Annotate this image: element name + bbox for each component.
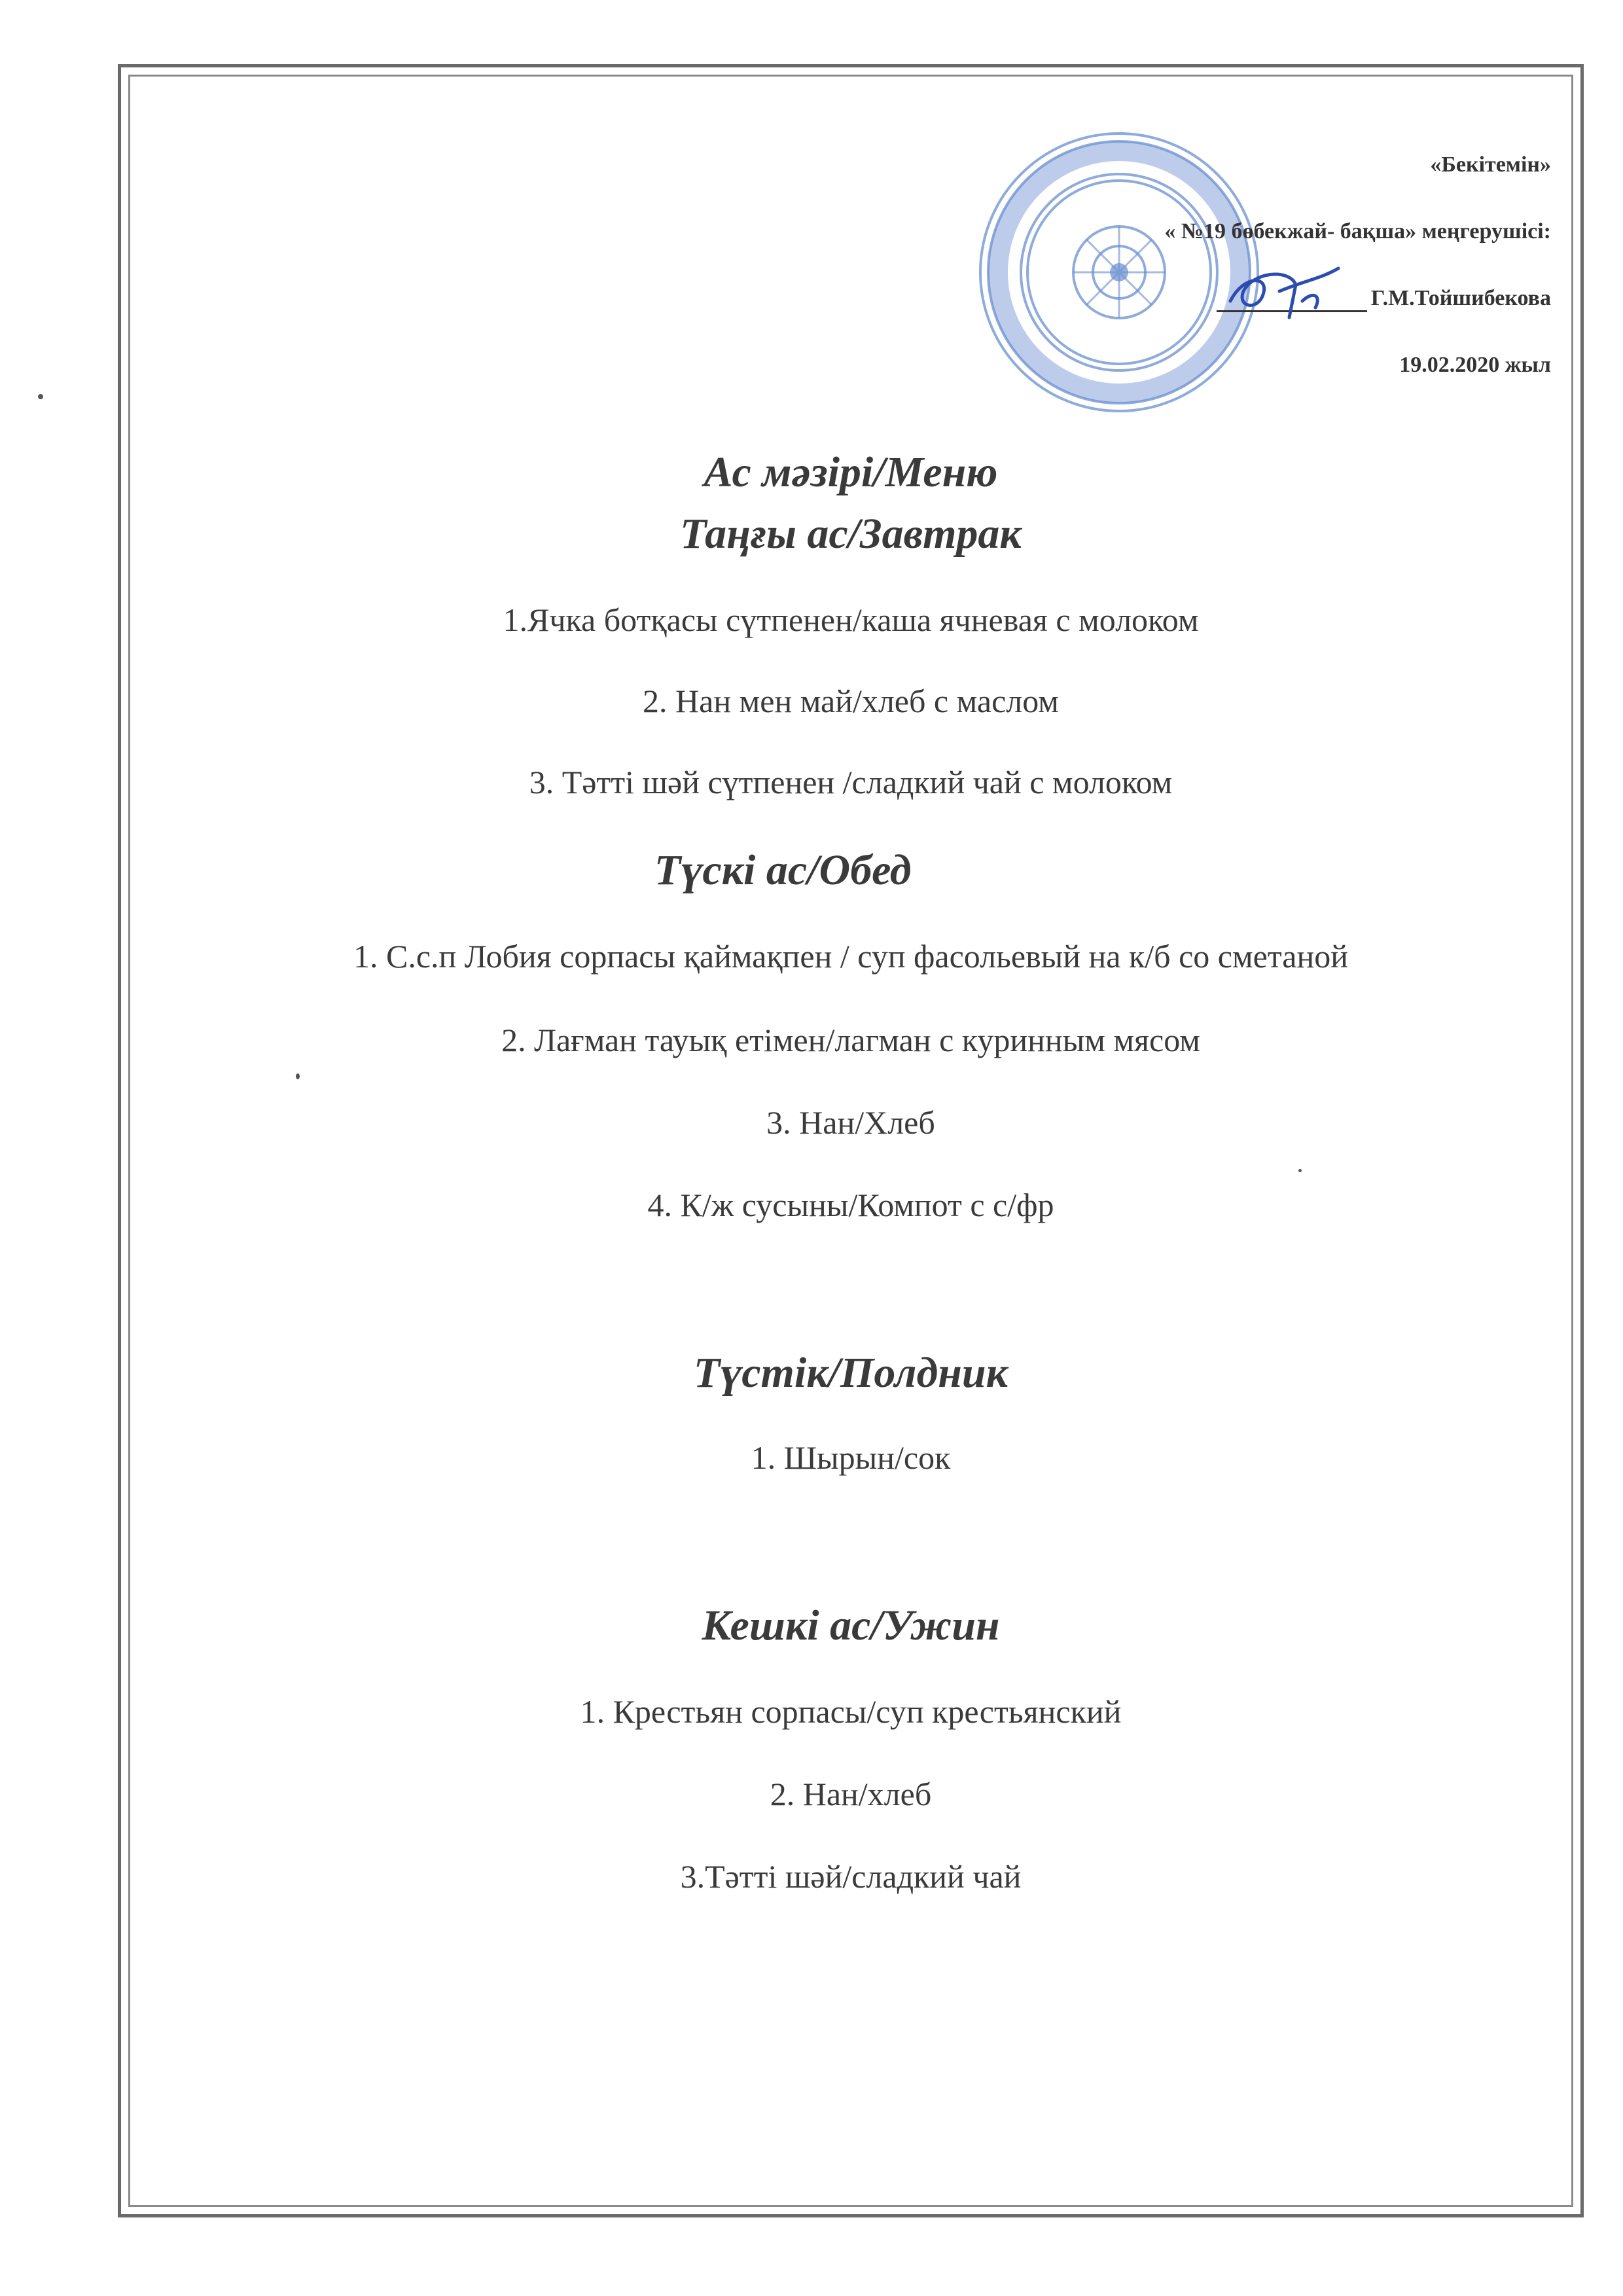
breakfast-heading: Таңғы ас/Завтрак xyxy=(680,510,1022,558)
scan-speck xyxy=(38,394,43,399)
breakfast-item: 2. Нан мен май/хлеб с маслом xyxy=(643,683,1059,719)
menu-title: Ас мәзірі/Меню xyxy=(704,448,998,496)
dinner-item: 2. Нан/хлеб xyxy=(770,1776,932,1812)
lunch-item: 1. С.с.п Лобия сорпасы қаймақпен / суп фасольевый на к/б со сметаной xyxy=(353,938,1348,975)
dinner-item: 1. Крестьян сорпасы/суп крестьянский xyxy=(580,1693,1122,1730)
scan-speck xyxy=(1298,1169,1302,1172)
snack-item: 1. Шырын/сок xyxy=(751,1439,951,1476)
approval-institution: « №19 бөбекжай- бақша» меңгерушісі: xyxy=(1164,219,1551,243)
breakfast-item: 1.Ячка ботқасы сүтпенен/каша ячневая с молоком xyxy=(503,601,1199,638)
handwritten-signature xyxy=(1217,255,1348,327)
dinner-item: 3.Тәтті шәй/сладкий чай xyxy=(680,1858,1022,1895)
lunch-item: 3. Нан/Хлеб xyxy=(766,1104,935,1141)
dinner-heading: Кешкі ас/Ужин xyxy=(702,1602,1000,1649)
approval-heading: «Бекітемін» xyxy=(1430,152,1551,177)
breakfast-item: 3. Тәтті шәй сүтпенен /сладкий чай с молоком xyxy=(529,764,1173,800)
lunch-item: 2. Лағман тауық етімен/лагман с куринным мясом xyxy=(501,1022,1200,1058)
scan-speck xyxy=(296,1073,300,1079)
approval-date: 19.02.2020 жыл xyxy=(1399,353,1551,377)
snack-heading: Түстік/Полдник xyxy=(693,1349,1008,1397)
approval-name: Г.М.Тойшибекова xyxy=(1370,286,1551,310)
lunch-item: 4. К/ж сусыны/Компот с с/фр xyxy=(647,1187,1054,1223)
